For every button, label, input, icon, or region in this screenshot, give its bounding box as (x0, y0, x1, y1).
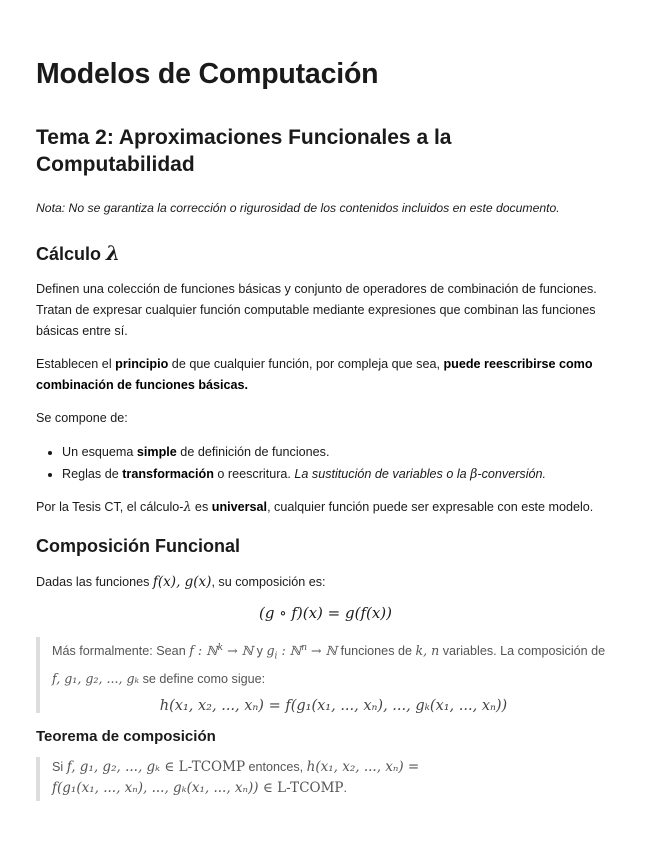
bold-reescribirse: puede reescribirse como combinación de funciones básicas. (36, 357, 593, 392)
blockquote-teorema (36, 757, 615, 801)
bold-simple: simple (136, 445, 177, 459)
section-heading-teorema: Teorema de composición (36, 728, 216, 745)
italic-text: La sustitución de variables o la (294, 467, 471, 481)
text-span: entonces, (245, 760, 307, 774)
math-sub: i (274, 651, 278, 662)
text-span: , cualquier función puede ser expresable con este modelo. (267, 500, 594, 514)
lambda-inline: λ (183, 499, 192, 514)
document-title: Modelos de Computación (36, 58, 379, 90)
text-span: Por la Tesis CT, el cálculo- (36, 500, 184, 514)
math-inline: f, g (52, 670, 73, 686)
text-span: es (191, 500, 212, 514)
bold-transformacion: transformación (122, 467, 214, 481)
math-sup: k (217, 643, 224, 653)
text-span: Si (52, 760, 67, 774)
math-inline: k, n (415, 643, 440, 659)
text-span: de que cualquier función, por compleja que sea, (168, 357, 444, 371)
disclaimer-note: Nota: No se garantiza la corrección o rigurosidad de los contenidos incluidos en este documento. (36, 201, 560, 215)
lambda-paragraph-1: Definen una colección de funciones básicas y conjunto de operadores de combinación de funciones. Tratan de expresar cualquier función computable mediante expresiones que combinan las funciones básicas entre sí. (36, 282, 597, 338)
composicion-paragraph (36, 572, 615, 593)
lambda-symbol: λ (106, 241, 121, 265)
math-inline: → ℕ (223, 643, 254, 659)
math-ltcomp: L-TCOMP (277, 780, 344, 796)
list-item (62, 442, 615, 463)
heading-text: Cálculo (36, 244, 107, 264)
equation-h-definition: h(x₁, x₂, ..., xₙ) = f(g₁(x₁, ..., xₙ), ..., gₖ(x₁, ..., xₙ)) (159, 697, 508, 714)
italic-text: -conversión. (477, 467, 547, 481)
section-heading-tema2: Tema 2: Aproximaciones Funcionales a la Computabilidad (36, 126, 452, 176)
bold-principio: principio (115, 357, 169, 371)
section-heading-calculo-lambda (36, 241, 615, 265)
text-span: se define como sigue: (139, 671, 266, 686)
math-sup: n (301, 643, 307, 653)
math-inline: h(x₁, x₂, ..., xₙ) = (306, 759, 420, 775)
text-span: . (343, 781, 347, 795)
math-inline: f(g₁(x₁, ..., xₙ), ..., gₖ(x₁, ..., xₙ)) ∈ (52, 780, 278, 796)
text-span: Dadas las funciones (36, 575, 153, 589)
math-inline: f : ℕ (189, 643, 218, 659)
text-span: Reglas de (62, 467, 123, 481)
text-span: Un esquema (62, 445, 137, 459)
math-inline: g (266, 643, 275, 659)
math-inline: → ℕ (307, 643, 338, 659)
text-span: Establecen el (36, 357, 116, 371)
text-span: y (253, 644, 267, 659)
bold-universal: universal (211, 500, 268, 514)
beta-symbol: β (470, 466, 478, 481)
text-span: funciones de (337, 644, 416, 659)
formal-definition: Más formalmente: Sean f : ℕ$^k$ → ℕ y $g_i$ : ℕ$^n$ → ℕ funciones de k, n variables. La composición de f, g₁, g₂, ..., gₖ se define como sigue: (52, 643, 606, 686)
text-span: Más formalmente: Sean (52, 644, 190, 659)
list-item (62, 463, 615, 485)
text-span: o reescritura. (213, 467, 295, 481)
lambda-components-list (36, 442, 615, 485)
equation-composition: (g ∘ f)(x) = g(f(x)) (258, 604, 393, 622)
text-span: , su composición es: (211, 575, 326, 589)
text-span: variables. La composición de (439, 644, 606, 659)
lambda-paragraph-3: Se compone de: (36, 411, 128, 425)
math-ltcomp: L-TCOMP (178, 759, 246, 775)
lambda-paragraph-2 (36, 354, 615, 396)
lambda-paragraph-4 (36, 496, 615, 518)
math-inline: : ℕ (277, 643, 302, 659)
section-heading-composicion: Composición Funcional (36, 536, 241, 556)
text-span: de definición de funciones. (176, 445, 330, 459)
blockquote-formal (36, 637, 615, 713)
math-inline: f, g₁, g₂, ..., gₖ ∈ (66, 759, 179, 775)
teorema-statement (52, 757, 615, 799)
math-inline: f(x), g(x) (152, 574, 212, 590)
